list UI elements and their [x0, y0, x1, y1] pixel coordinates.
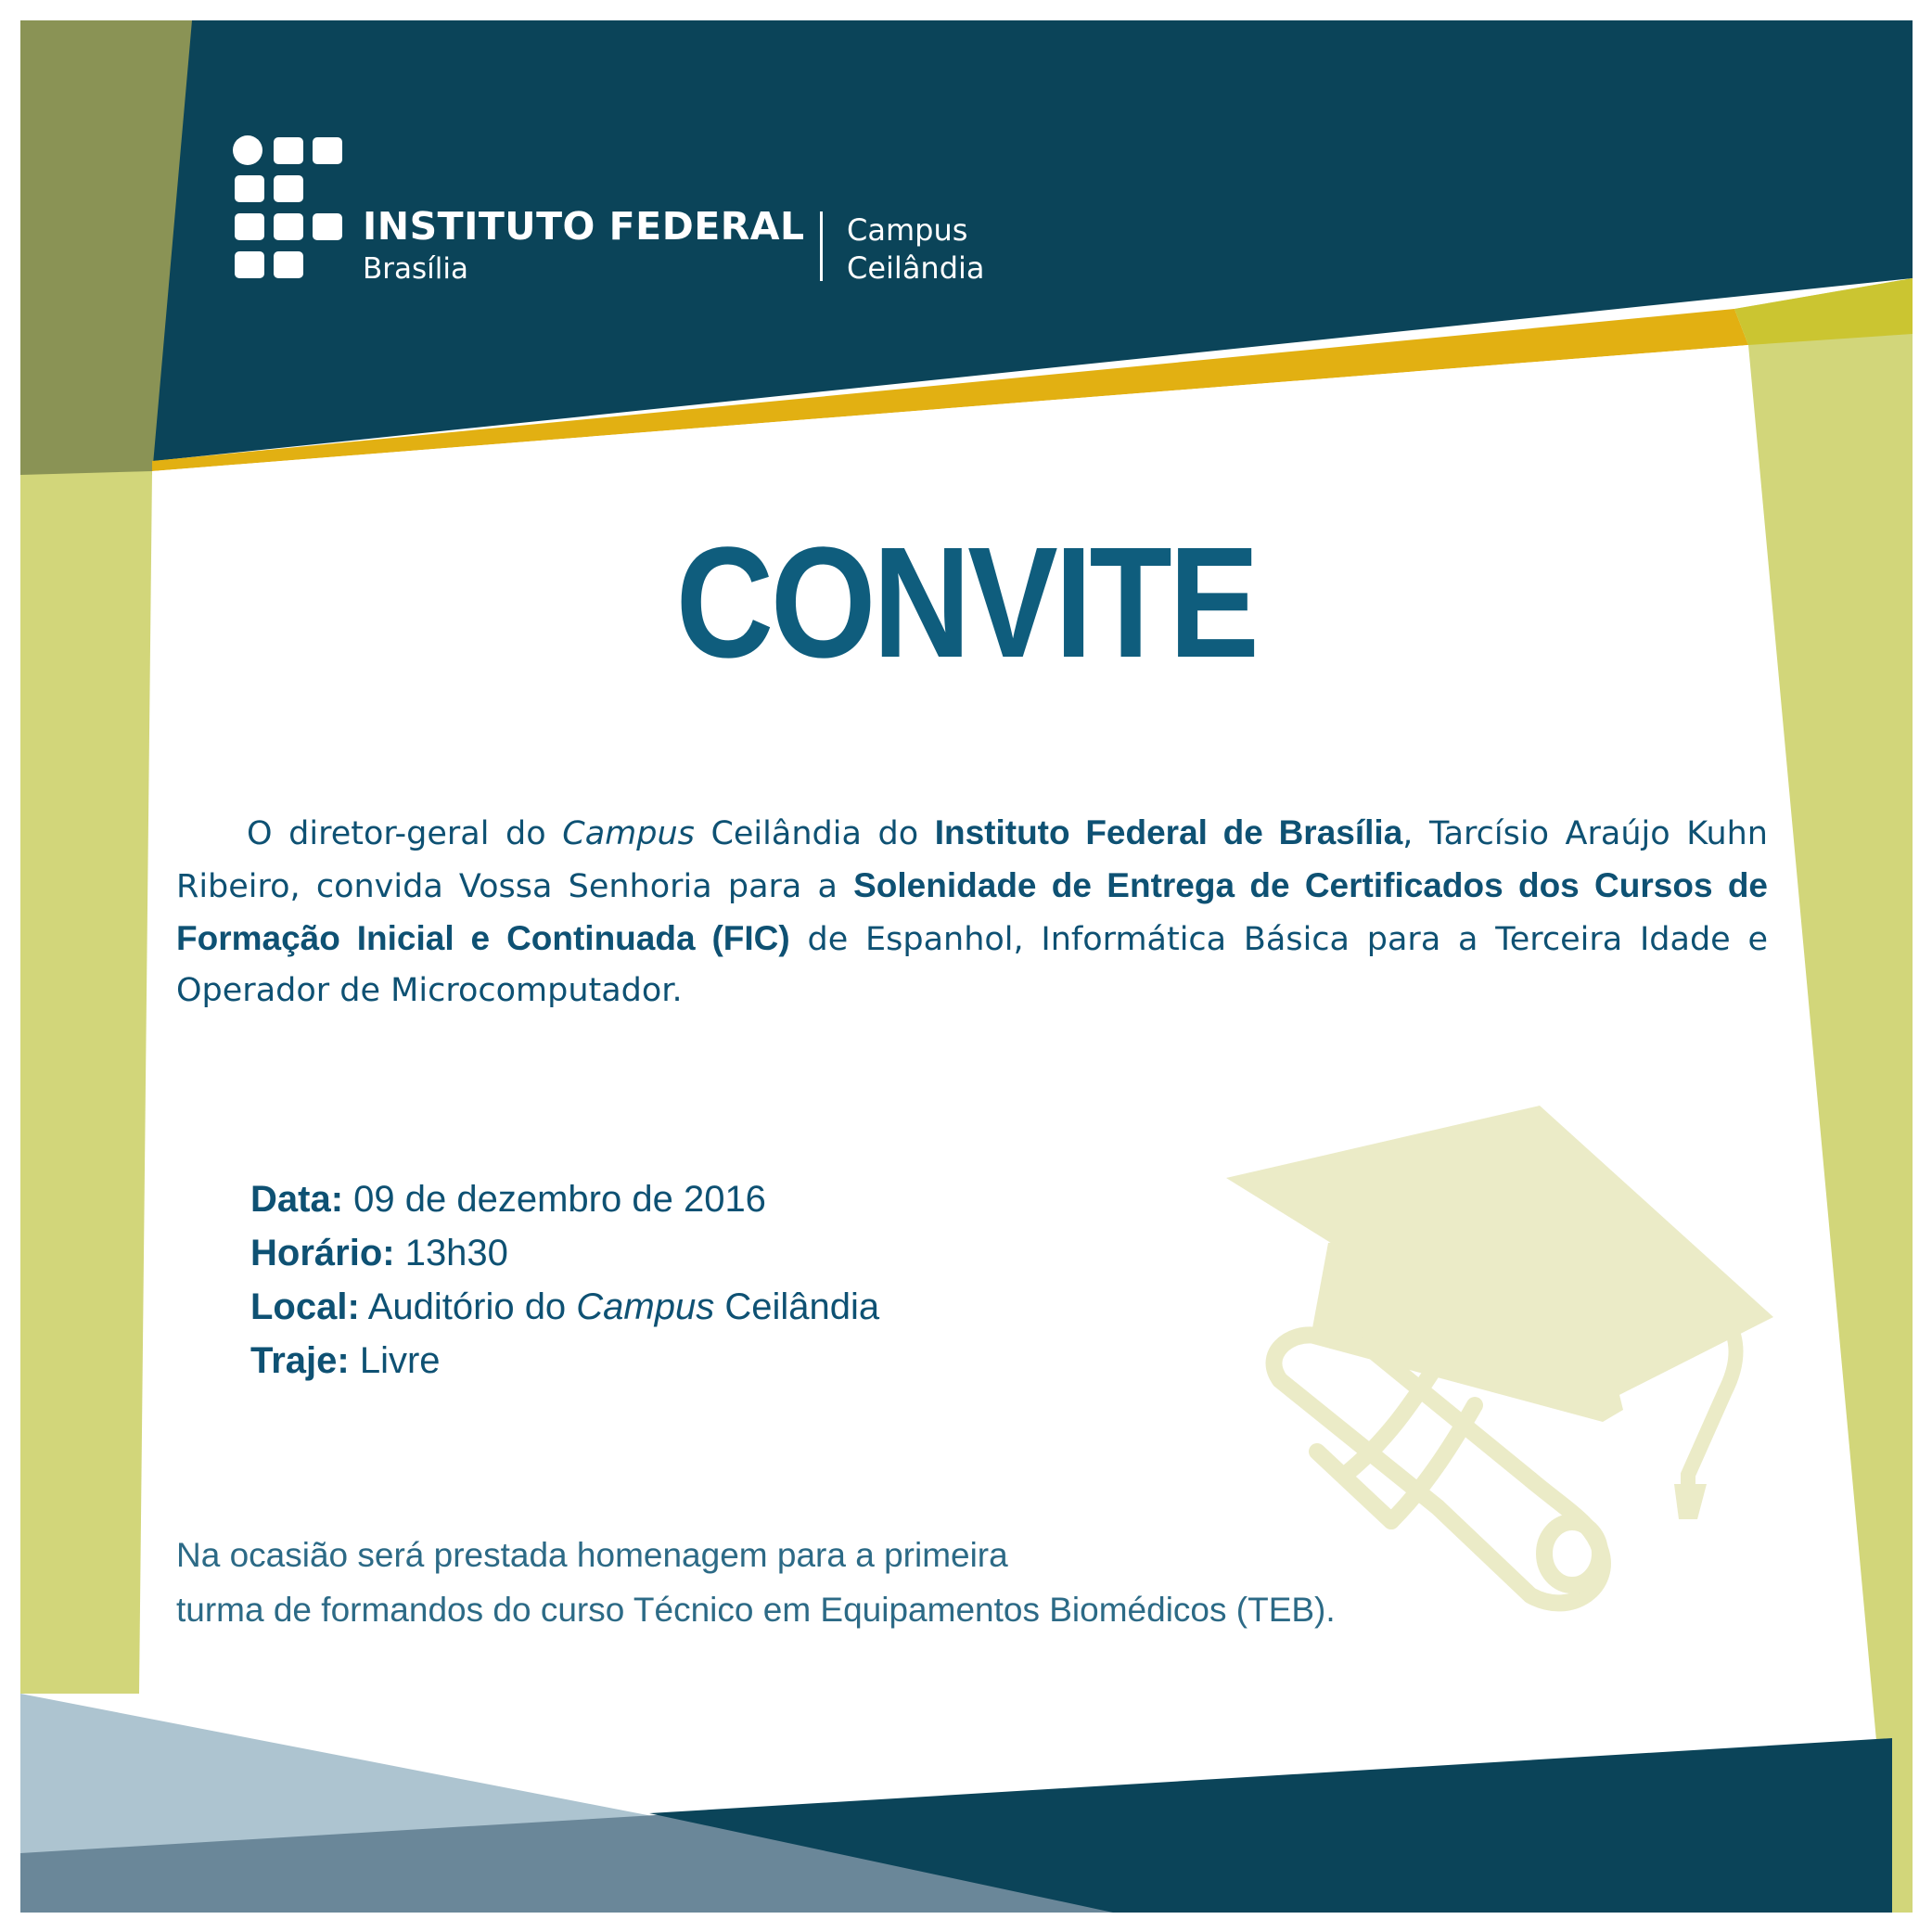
place-label: Local: [250, 1286, 360, 1327]
note-line-2: turma de formandos do curso Técnico em Equipamentos Biomédicos (TEB). [176, 1591, 1336, 1629]
campus-name: Ceilândia [847, 250, 985, 286]
paragraph-text-2: Ceilândia do [694, 815, 935, 852]
paragraph-text-4: de Espanhol, Informática Básica para a Terceira Idade e Operador de Microcomputador. [176, 921, 1768, 1009]
place-value-campus: Campus [576, 1286, 715, 1327]
paragraph-campus-word: Campus [562, 815, 695, 852]
paragraph-institution: Instituto Federal de Brasília [934, 813, 1403, 851]
paragraph-text-1: O diretor-geral do [247, 815, 563, 852]
paragraph-event: Solenidade de Entrega de Certificados dos Cursos de Formação Inicial e Continuada (FIC) [176, 866, 1769, 957]
place-value-2: Ceilândia [714, 1286, 880, 1327]
institute-logo-grid-icon [233, 135, 344, 279]
honor-note [176, 1528, 1336, 1637]
event-details [250, 1172, 879, 1388]
note-line-1: Na ocasião será prestada homenagem para a primeira [176, 1536, 1008, 1574]
time-value: 13h30 [394, 1233, 508, 1273]
left-light-strip [20, 471, 152, 1694]
dress-row [250, 1334, 879, 1388]
time-label: Horário: [250, 1233, 395, 1273]
time-row [250, 1226, 879, 1280]
date-row [250, 1172, 879, 1226]
paragraph-text-3: , Tarcísio Araújo Kuhn Ribeiro, convida Vossa Senhoria para a [176, 815, 1768, 905]
institution-name: INSTITUTO FEDERAL [363, 204, 805, 249]
date-label: Data: [250, 1179, 344, 1220]
date-value: 09 de dezembro de 2016 [343, 1179, 766, 1220]
place-row [250, 1280, 879, 1334]
place-value-1: Auditório do [359, 1286, 577, 1327]
invitation-paragraph [176, 807, 1768, 1017]
header-divider [820, 211, 823, 281]
institution-subtitle: Brasília [363, 252, 468, 286]
campus-label: Campus [847, 212, 968, 248]
dress-value: Livre [349, 1340, 441, 1381]
page-title: CONVITE [675, 515, 1257, 691]
dress-label: Traje: [250, 1340, 350, 1381]
